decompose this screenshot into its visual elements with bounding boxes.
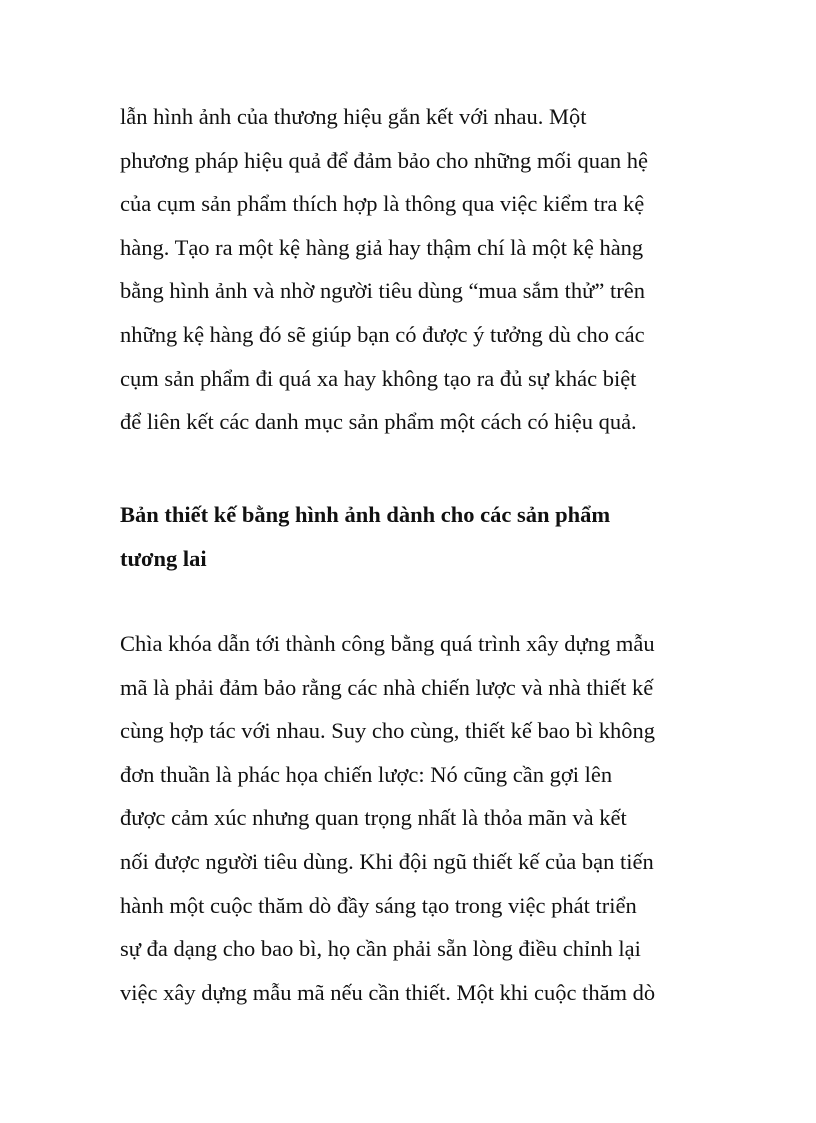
paragraph-line: cùng hợp tác với nhau. Suy cho cùng, thiết kế bao bì không [120,718,655,744]
paragraph-line: được cảm xúc nhưng quan trọng nhất là thỏa mãn và kết [120,805,627,831]
paragraph-line: đơn thuần là phác họa chiến lược: Nó cũng cần gợi lên [120,761,613,787]
paragraph-line: lẫn hình ảnh của thương hiệu gắn kết với nhau. Một [120,104,587,129]
paragraph-line: hành một cuộc thăm dò đầy sáng tạo trong việc phát triển [120,892,637,918]
paragraph-line: Chìa khóa dẫn tới thành công bằng quá trình xây dựng mẫu [120,631,655,656]
paragraph-line: bằng hình ảnh và nhờ người tiêu dùng “mua sắm thử” trên [120,278,645,304]
paragraph-line: cụm sản phẩm đi quá xa hay không tạo ra đủ sự khác biệt [120,365,637,391]
paragraph-line: nối được người tiêu dùng. Khi đội ngũ thiết kế của bạn tiến [120,848,654,874]
paragraph-line: phương pháp hiệu quả để đảm bảo cho những mối quan hệ [120,147,649,173]
paragraph-line: hàng. Tạo ra một kệ hàng giả hay thậm chí là một kệ hàng [120,234,644,260]
paragraph-shelf-testing [120,95,720,444]
paragraph-line: sự đa dạng cho bao bì, họ cần phải sẵn lòng điều chỉnh lại [120,936,641,962]
paragraph-line: của cụm sản phẩm thích hợp là thông qua việc kiểm tra kệ [120,191,645,217]
heading-line: tương lai [120,546,207,571]
paragraph-line: những kệ hàng đó sẽ giúp bạn có được ý tưởng dù cho các [120,321,645,347]
heading-line: Bản thiết kế bằng hình ảnh dành cho các sản phẩm [120,502,611,527]
paragraph-design-collaboration [120,622,720,1014]
paragraph-line: để liên kết các danh mục sản phẩm một cách có hiệu quả. [120,409,637,435]
paragraph-line: việc xây dựng mẫu mã nếu cần thiết. Một khi cuộc thăm dò [120,979,656,1005]
section-heading [120,493,720,581]
paragraph-line: mã là phải đảm bảo rằng các nhà chiến lược và nhà thiết kế [120,674,654,700]
